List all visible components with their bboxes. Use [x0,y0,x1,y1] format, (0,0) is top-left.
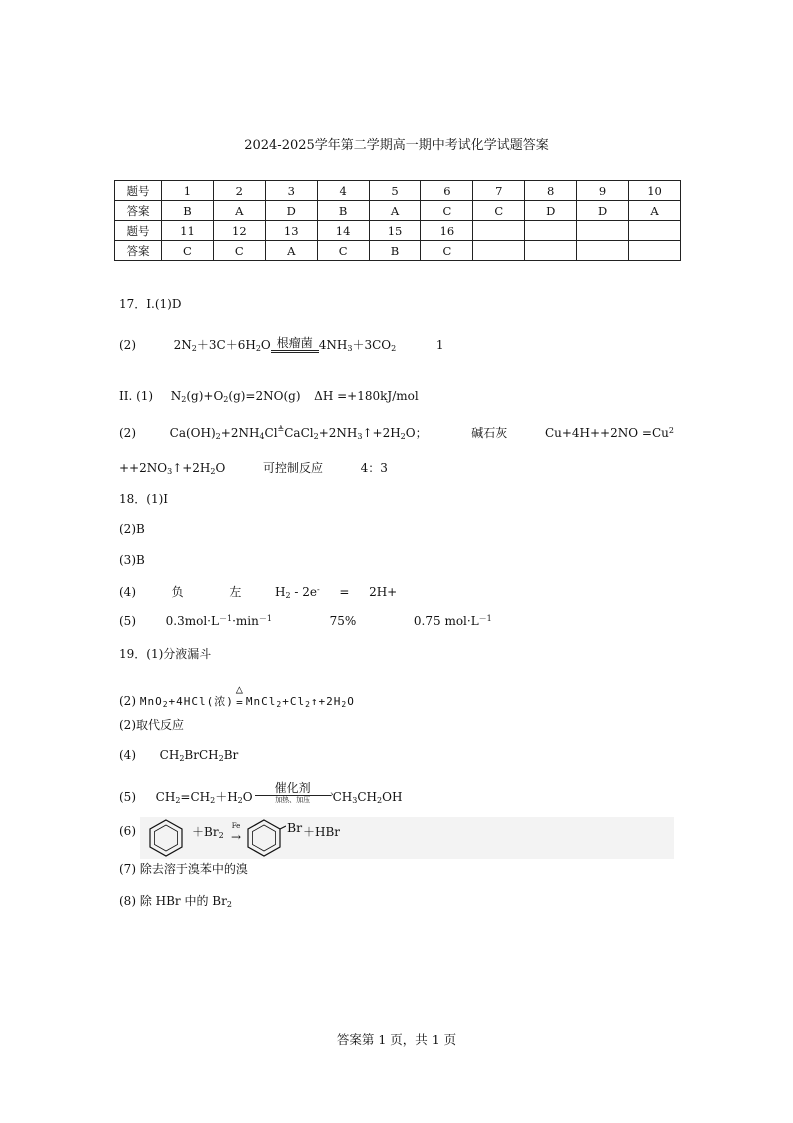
table-cell: 4 [317,181,369,201]
table-cell: 5 [369,181,421,201]
answer-table [114,180,681,261]
q19-part4: (4) $CH_2BrCH_2Br$ [119,748,239,763]
q19-part5: (5) $CH_2=CH_2+H_2O$ 催化剂 › 加热、加压 $CH_3CH_2OH$ [119,781,403,805]
table-row-header: 答案 [115,241,162,261]
q17-ii-1: II. (1) $N_2(g)+O_2(g)=2NO(g)$ ΔH =+180kJ/mol [119,389,419,404]
table-cell: C [213,241,265,261]
q18-part1: 18．(1)I [119,492,169,506]
table-cell [577,241,629,261]
table-cell: D [525,201,577,221]
table-cell: 13 [265,221,317,241]
table-cell [473,221,525,241]
table-cell: 1 [162,181,214,201]
reaction-arrow: Fe → [230,822,242,844]
bromobenzene-ring-icon [246,818,286,858]
table-cell: B [317,201,369,221]
equation-ethanol-prep: $CH_2=CH_2+H_2O$ 催化剂 › 加热、加压 $CH_3CH_2OH$ [155,781,403,805]
table-cell: 9 [577,181,629,201]
benzene-ring-icon [148,818,184,858]
table-cell: 15 [369,221,421,241]
formula-dibromoethane: $CH_2BrCH_2Br$ [159,748,239,763]
product-hbr: ＋HBr [303,825,341,839]
equation-chlorine-prep: MnO$_2$+4HCl(浓) △ = $MnCl_2+Cl_2↑+2H_2O$ [139,682,355,709]
q18-part5: (5) $0.3mol\cdot L^{-1}\cdot\min^{-1}$ 75% 0.75 $mol\cdot L^{-1}$ [119,614,492,628]
q17-part2: (2) $2N_2+3C+6H_2O$ 根瘤菌 $4NH_3+3CO_2$ 1 [119,336,444,353]
table-row-header: 题号 [115,221,162,241]
q18-part2: (2)B [119,522,145,536]
equation-no-formation: $N_2(g)+O_2(g)=2NO(g)$ [170,389,301,404]
table-cell: 10 [629,181,681,201]
q17-ii-3: $++2NO_3↑+2H_2O$ 可控制反应 4：3 [119,461,388,476]
table-cell: B [162,201,214,221]
table-cell: A [629,201,681,221]
page-title: 2024-2025学年第二学期高一期中考试化学试题答案 [244,138,549,153]
table-cell [577,221,629,241]
table-cell [629,221,681,241]
table-cell: 14 [317,221,369,241]
table-row-header: 答案 [115,201,162,221]
q18-part4: (4) 负 左 $H_2 - 2e^- = 2H+$ [119,585,398,600]
table-cell: C [473,201,525,221]
table-cell: A [265,241,317,261]
table-cell: B [369,241,421,261]
q19-part3: (2)取代反应 [119,718,184,732]
table-cell: 6 [421,181,473,201]
q18-part3: (3)B [119,553,145,567]
table-cell: C [421,201,473,221]
q17-ii-2: (2) $Ca(OH)_2+2NH_4Cl^≜CaCl_2+2NH_3↑+2H_2O$； 碱石灰 $Cu+4H++2NO =Cu^2$ [119,425,674,441]
reagent-bromine: $+Br_2$ [192,825,224,840]
table-cell: 7 [473,181,525,201]
table-cell [629,241,681,261]
table-cell: C [317,241,369,261]
q19-part8: (8) 除 HBr 中的 $Br_2$ [119,894,232,909]
table-row-header: 题号 [115,181,162,201]
table-cell: C [421,241,473,261]
table-cell [473,241,525,261]
table-cell: A [213,201,265,221]
table-cell: D [577,201,629,221]
table-cell: 12 [213,221,265,241]
q19-part6-label: (6) [119,824,136,838]
q19-part7: (7) 除去溶于溴苯中的溴 [119,862,248,876]
table-row [115,241,681,261]
table-cell: A [369,201,421,221]
product-bromine-label: Br [287,820,303,835]
table-cell [525,221,577,241]
table-row [115,201,681,221]
table-cell: 16 [421,221,473,241]
table-cell [525,241,577,261]
q17-part1: 17．I.(1)D [119,297,182,311]
table-cell: D [265,201,317,221]
table-cell: 8 [525,181,577,201]
equation-ammonia-prep: $Ca(OH)_2+2NH_4Cl^≜CaCl_2+2NH_3↑+2H_2O$； [169,425,428,441]
equation-nitrogen-fixation: $2N_2+3C+6H_2O$ 根瘤菌 $4NH_3+3CO_2$ [173,336,397,353]
table-row [115,221,681,241]
table-cell: C [162,241,214,261]
table-cell: 3 [265,181,317,201]
page-footer: 答案第 1 页，共 1 页 [336,1032,457,1047]
table-row [115,181,681,201]
table-cell: 11 [162,221,214,241]
q19-part2: (2) MnO$_2$+4HCl(浓) △ = $MnCl_2+Cl_2↑+2H_2O$ [119,682,355,709]
q19-part1: 19．(1)分液漏斗 [119,647,212,661]
table-cell: 2 [213,181,265,201]
